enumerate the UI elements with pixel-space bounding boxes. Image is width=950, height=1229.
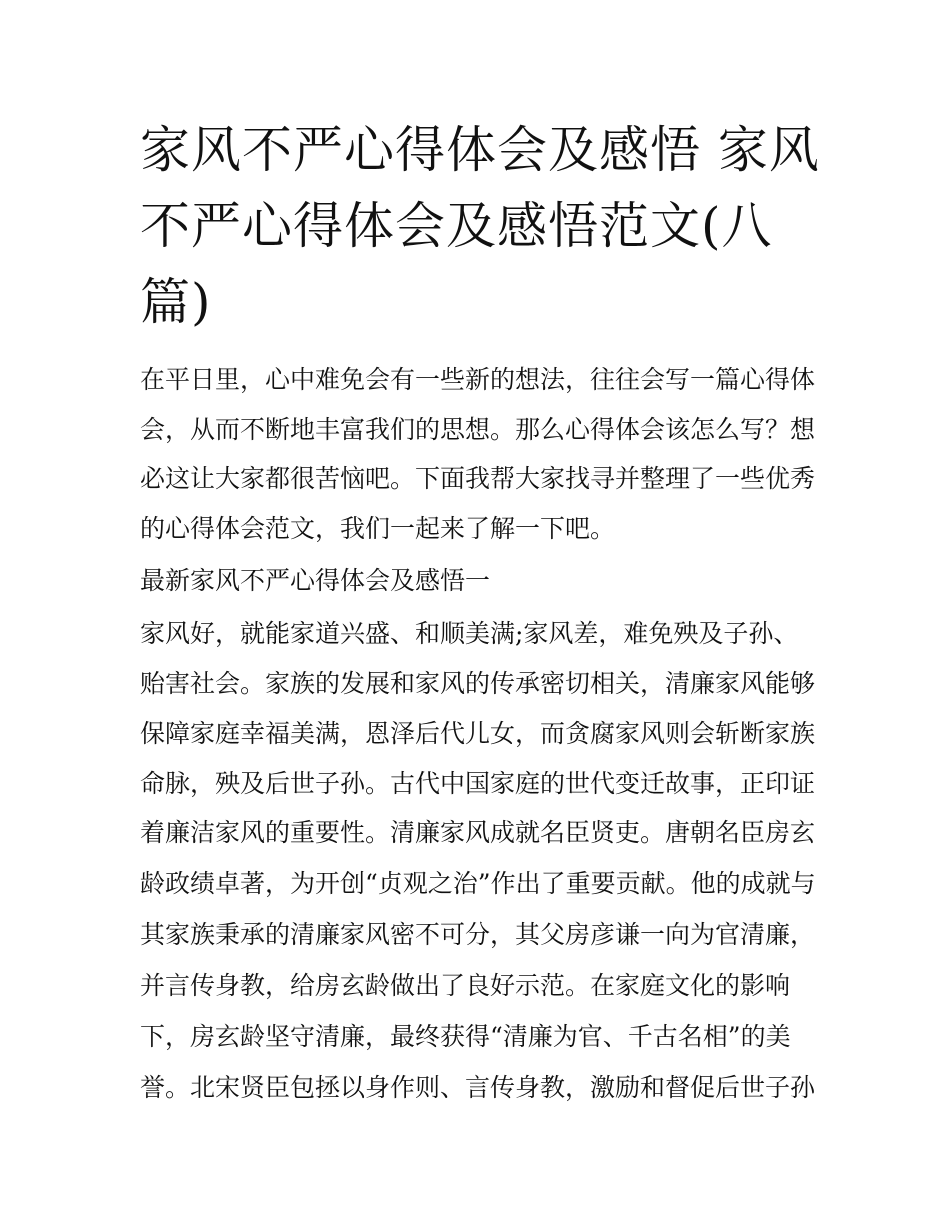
body-line-9: 命脉，殃及后世子孙。古代中国家庭的世代变迁故事，正印证 bbox=[140, 769, 816, 798]
body-line-2: 会，从而不断地丰富我们的思想。那么心得体会该怎么写？想 bbox=[140, 415, 816, 444]
body-line-3: 必这让大家都很苦恼吧。下面我帮大家找寻并整理了一些优秀 bbox=[140, 464, 816, 493]
body-line-4: 的心得体会范文，我们一起来了解一下吧。 bbox=[140, 514, 616, 543]
body-line-12: 其家族秉承的清廉家风密不可分，其父房彦谦一向为官清廉， bbox=[140, 920, 816, 949]
body-line-15: 誉。北宋贤臣包拯以身作则、言传身教，激励和督促后世子孙 bbox=[140, 1073, 816, 1102]
body-line-1: 在平日里，心中难免会有一些新的想法，往往会写一篇心得体 bbox=[140, 365, 816, 394]
document-title: 家风不严心得体会及感悟 家风不严心得体会及感悟范文(八篇) bbox=[140, 121, 820, 331]
body-line-8: 保障家庭幸福美满，恩泽后代儿女，而贪腐家风则会斩断家族 bbox=[140, 719, 816, 748]
body-line-10: 着廉洁家风的重要性。清廉家风成就名臣贤吏。唐朝名臣房玄 bbox=[140, 818, 816, 847]
body-line-11: 龄政绩卓著，为开创“贞观之治”作出了重要贡献。他的成就与 bbox=[140, 869, 816, 898]
body-line-14: 下，房玄龄坚守清廉，最终获得“清廉为官、千古名相”的美 bbox=[140, 1022, 791, 1051]
section-heading: 最新家风不严心得体会及感悟一 bbox=[140, 566, 491, 595]
body-line-7: 贻害社会。家族的发展和家风的传承密切相关，清廉家风能够 bbox=[140, 669, 816, 698]
body-line-13: 并言传身教，给房玄龄做出了良好示范。在家庭文化的影响 bbox=[140, 971, 791, 1000]
body-line-6: 家风好，就能家道兴盛、和顺美满;家风差，难免殃及子孙、 bbox=[140, 619, 799, 648]
